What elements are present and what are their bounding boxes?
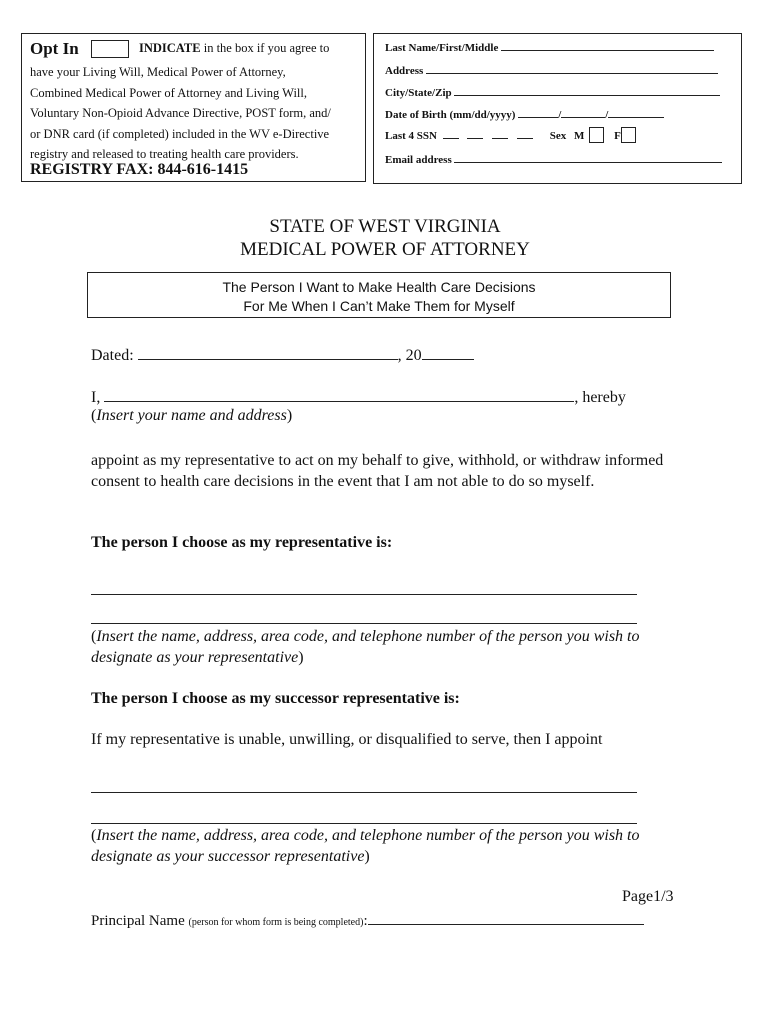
- representative-heading: The person I choose as my representative is:: [91, 534, 393, 551]
- registry-info-box: [373, 33, 742, 184]
- dob-year-field[interactable]: [608, 106, 664, 118]
- representative-line-1[interactable]: [91, 594, 637, 595]
- successor-heading: The person I choose as my successor representative is:: [91, 690, 460, 707]
- successor-line-2[interactable]: [91, 823, 637, 824]
- email-field[interactable]: [454, 151, 722, 163]
- opt-in-checkbox[interactable]: [91, 40, 129, 58]
- state-title: STATE OF WEST VIRGINIA: [269, 216, 501, 237]
- page-number: Page1/3: [622, 888, 674, 905]
- email-row: Email address: [385, 151, 722, 166]
- insert-name-note: (Insert your name and address): [91, 407, 293, 424]
- ssn-sex-row: Last 4 SSN Sex M F: [385, 127, 636, 143]
- successor-line-1[interactable]: [91, 792, 637, 793]
- city-state-zip-field[interactable]: [454, 84, 720, 96]
- name-row: Last Name/First/Middle: [385, 39, 714, 54]
- address-row: Address: [385, 62, 718, 77]
- principal-name-field[interactable]: [104, 387, 574, 402]
- dated-line: Dated: , 20: [91, 345, 474, 365]
- sex-f-checkbox[interactable]: [621, 127, 636, 143]
- address-field[interactable]: [426, 62, 718, 74]
- subtitle-box: [87, 272, 671, 318]
- subtitle-line-2: For Me When I Can’t Make Them for Myself: [243, 298, 515, 314]
- ssn-digit-4[interactable]: [517, 127, 533, 139]
- name-field[interactable]: [501, 39, 714, 51]
- dob-row: Date of Birth (mm/dd/yyyy) / /: [385, 106, 664, 121]
- ssn-digit-1[interactable]: [443, 127, 459, 139]
- registry-fax: REGISTRY FAX: 844-616-1415: [30, 161, 249, 178]
- opt-in-box: [21, 33, 366, 182]
- principal-name-footer: Principal Name (person for whom form is being completed):: [91, 910, 644, 930]
- opt-in-indicate-text: INDICATE in the box if you agree to: [139, 41, 330, 55]
- form-title: MEDICAL POWER OF ATTORNEY: [240, 239, 530, 260]
- principal-name-footer-field[interactable]: [368, 910, 644, 925]
- successor-note: (Insert the name, address, area code, and telephone number of the person you wish to designate as your successor representative): [91, 827, 640, 865]
- appoint-paragraph: appoint as my representative to act on my behalf to give, withhold, or withdraw informed consent to health care decisions in the event that I am not able to do so myself.: [91, 452, 664, 490]
- dob-day-field[interactable]: [561, 106, 605, 118]
- dob-month-field[interactable]: [518, 106, 558, 118]
- ssn-digit-3[interactable]: [492, 127, 508, 139]
- representative-line-2[interactable]: [91, 623, 637, 624]
- successor-intro: If my representative is unable, unwilling, or disqualified to serve, then I appoint: [91, 731, 603, 748]
- opt-in-description: have your Living Will, Medical Power of Attorney, Combined Medical Power of Attorney and Living Will, Voluntary Non-Opioid Advance Directive, POST form, and/ or DNR card (if completed) included in the WV e-Directive registry and released to treating health care providers.: [30, 65, 331, 161]
- sex-m-checkbox[interactable]: [589, 127, 604, 143]
- principal-line: I, , hereby: [91, 389, 626, 406]
- ssn-digit-2[interactable]: [467, 127, 483, 139]
- city-row: City/State/Zip: [385, 84, 720, 99]
- opt-in-title: Opt In: [30, 39, 79, 58]
- representative-note: (Insert the name, address, area code, and telephone number of the person you wish to designate as your representative): [91, 628, 640, 666]
- subtitle-line-1: The Person I Want to Make Health Care Decisions: [222, 279, 536, 295]
- year-field[interactable]: [422, 345, 474, 360]
- dated-field[interactable]: [138, 345, 398, 360]
